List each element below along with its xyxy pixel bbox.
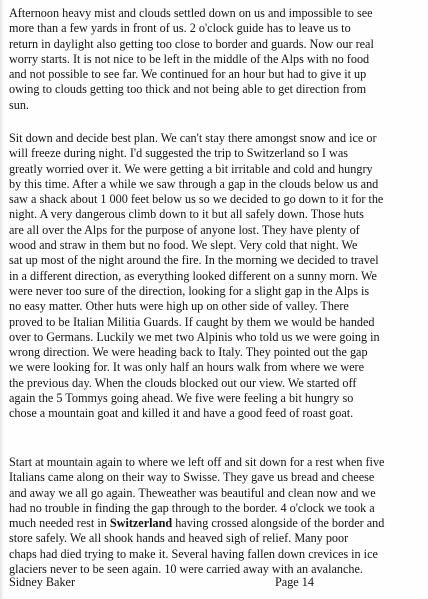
paragraph-shack-and-alpinis: Sit down and decide best plan. We can't stay there amongst snow and ice or will freeze during night. I'd suggested the trip to Switzerland so I was greatly worried over it. We were getting a bit irritable and cold and hungry by this time. After a while we saw through a gap in the clouds below us and saw a shack about 1 000 feet below us so we decided to go down to it for the night. A very dangerous climb down to it but all safely down. Those huts are all over the Alps for the purpose of anyone lost. They have plenty of wood and straw in them but no food. We slept. Very cold that night. We sat up most of the night around the fire. In the morning we decided to travel in a different direction, as everything looked different on a sunny morn. We were never too sure of the direction, looking for a slight gap in the Alps is no easy matter. Other huts were high up on other side of valley. There proved to be Italian Militia Guards. If caught by them we would be handed over to Germans. Luckily we met two Alpinis who told us we were going in wrong direction. We were heading back to Italy. They pointed out the gap we were looking for. It was only half an hours walk from where we were the previous day. When the clouds blocked out our view. We started off again the 5 Tommys going ahead. We five were feeling a bit hungry so chose a mountain goat and killed it and have a good feed of roast goat.: [9, 131, 384, 421]
paragraph-mist-and-clouds: Afternoon heavy mist and clouds settled down on us and impossible to see more than a few yards in front of us. 2 o'clock guide has to leave us to return in daylight also getting too close to border and guards. Now our real worry starts. It is not nice to be left in the middle of the Alps with no food and not possible to see far. We continued for an hour but had to give it up owing to clouds getting too thick and not being able to get direction from sun.: [9, 6, 374, 112]
switzerland-bold-word: Switzerland: [109, 516, 173, 531]
scan-shadow-edge: [0, 0, 4, 599]
paragraph-text-after: having crossed alongside of the border and store safely. We all shook hands and heaved sigh of relief. Many poor chaps had died trying to make it. Several having fallen down crevices in ice glaciers never to be seen again. 10 were carried away with an avalanche.: [9, 516, 385, 577]
paragraph-text-before: Start at mountain again to where we left off and sit down for a rest when five Italians came along on their way to Swisse. They gave us bread and cheese and away we all go again. Theweather was beautiful and clean now and we had no trouble in finding the gap through to the border. 4 o'clock we took a much needed rest in: [9, 455, 385, 531]
footer-page-number: Page 14: [275, 575, 314, 589]
footer-author: Sidney Baker: [9, 575, 76, 589]
paragraph-crossing-into-switzerland: [9, 455, 420, 577]
